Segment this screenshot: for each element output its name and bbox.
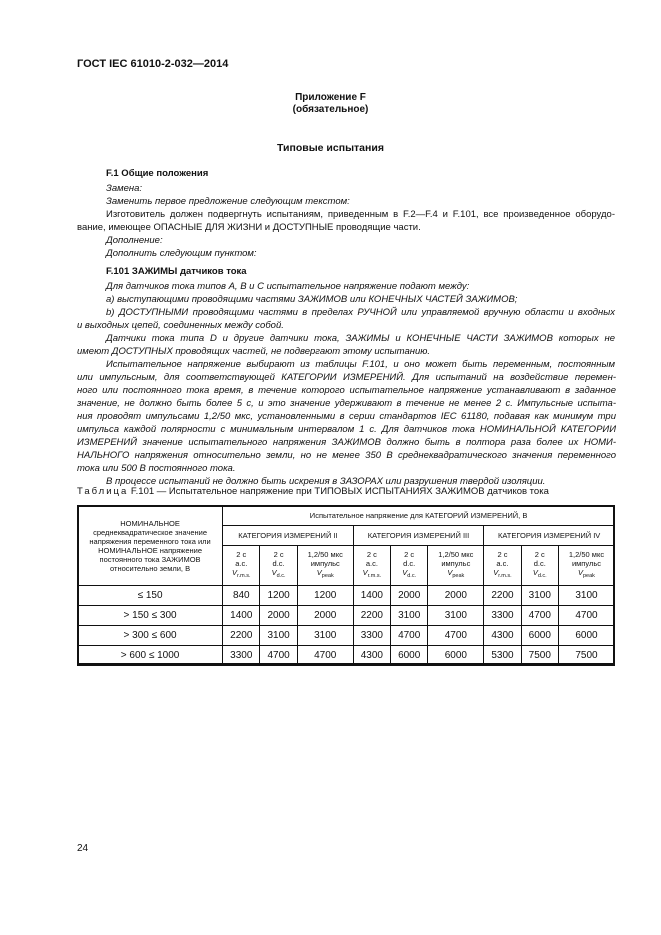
row-label: > 600 ≤ 1000 [78,646,223,666]
table-cell: 4700 [428,626,484,646]
sub-header-dc: 2 с d.c. $V_{d.c.}$ [521,546,558,586]
table-cell: 4700 [297,646,353,666]
table-cell: 3300 [353,626,390,646]
category-iv-header: КАТЕГОРИЯ ИЗМЕРЕНИЙ IV [484,526,615,546]
rated-voltage-header-ac: НОМИНАЛЬНОЕ среднеквадратическое значение напряжения переменного тока или [89,518,211,546]
table-cell: 2000 [428,586,484,606]
section-f101-title: F.101 ЗАЖИМЫ датчиков тока [106,266,247,277]
text-line: ного или постоянного тока время, в течение которого испытательное напряжение устанавливают в заданное [77,385,616,396]
text-line: и выходных цепей, соединенных между собой. [77,320,284,331]
table-row [78,606,615,626]
page-number: 24 [77,843,89,854]
table-cell: 4300 [484,626,521,646]
table-cell: 1400 [223,606,260,626]
text-line: Испытательное напряжение выбирают из таблицы F.101, и оно может быть переменным, постоянным [106,359,615,370]
table-cell: 4700 [391,626,428,646]
text-line: Датчики тока типа D и другие датчики тока, ЗАЖИМЫ и КОНЕЧНЫЕ ЧАСТИ ЗАЖИМОВ которых не [106,333,615,344]
sub-header-impulse: 1,2/50 мкс импульс $V_{peak}$ [558,546,614,586]
table-cell: 3100 [297,626,353,646]
sub-header-impulse: 1,2/50 мкс импульс $V_{peak}$ [428,546,484,586]
table-cell: 840 [223,586,260,606]
table-caption-prefix: Таблица [77,486,129,497]
table-cell: 1200 [297,586,353,606]
text-line: Заменить первое предложение следующим текстом: [106,196,350,207]
sub-header-dc: 2 с d.c. $V_{d.c.}$ [260,546,297,586]
text-line: импульса каждой полярности с минимальным интервалом 1 с. Для датчиков тока НОМИНАЛЬНОЙ КАТЕГОРИИ [77,424,616,435]
table-cell: 3100 [391,606,428,626]
appendix-title: Приложение F [295,92,366,103]
document-header: ГОСТ IEC 61010-2-032—2014 [77,58,229,70]
table-cell: 4700 [260,646,297,666]
table-cell: 2000 [391,586,428,606]
table-cell: 1400 [353,586,390,606]
table-caption [77,486,549,497]
table-cell: 2200 [353,606,390,626]
text-line: В процессе испытаний не должно быть искрения в ЗАЗОРАХ или разрушения твердой изоляции. [106,476,546,487]
rated-voltage-header-dc: НОМИНАЛЬНОЕ напряжение постоянного тока ЗАЖИМОВ относительно земли, В [98,545,202,573]
table-cell: 6000 [521,626,558,646]
table-row [78,646,615,666]
text-line: Изготовитель должен подвергнуть испытаниям, приведенным в F.2—F.4 и F.101, все произведенное оборудо- [106,209,615,220]
table-cell: 2000 [260,606,297,626]
text-line: тока или 500 В постоянного тока. [77,463,236,474]
row-label: > 150 ≤ 300 [78,606,223,626]
text-line: Дополнить следующим пунктом: [106,248,257,259]
text-line: имеют ДОСТУПНЫХ проводящих частей, не подвергают этому испытанию. [77,346,431,357]
table-cell: 3300 [484,606,521,626]
sub-header-ac: 2 с a.c. $V_{r.m.s.}$ [223,546,260,586]
text-line: a) выступающими проводящими частями ЗАЖИМОВ или КОНЕЧНЫХ ЧАСТЕЙ ЗАЖИМОВ; [106,294,518,305]
section-f1-title: F.1 Общие положения [106,168,209,179]
sub-header-ac: 2 с a.c. $V_{r.m.s.}$ [484,546,521,586]
table-cell: 7500 [521,646,558,666]
table-cell: 3100 [260,626,297,646]
sub-header-ac: 2 с a.c. $V_{r.m.s.}$ [353,546,390,586]
table-cell: 5300 [484,646,521,666]
table-cell: 7500 [558,646,614,666]
text-line: ния проводят импульсами 1,2/50 мкс, установленными в серии стандартов IEC 61180, подавая как минимум три [77,411,616,422]
appendix-heading: Типовые испытания [277,142,384,154]
table-cell: 3100 [521,586,558,606]
sub-header-impulse: 1,2/50 мкс импульс $V_{peak}$ [297,546,353,586]
test-voltage-table [77,505,615,666]
table-row [78,586,615,606]
sub-header-dc: 2 с d.c. $V_{d.c.}$ [391,546,428,586]
test-voltage-header: Испытательное напряжение для КАТЕГОРИЙ ИЗМЕРЕНИЙ, В [223,506,615,526]
table-cell: 1200 [260,586,297,606]
table-cell: 3300 [223,646,260,666]
text-line: или импульсным, для соответствующей КАТЕГОРИИ ИЗМЕРЕНИЙ. Для испытаний на воздействие перемен- [77,372,616,383]
table-cell: 4300 [353,646,390,666]
row-label: > 300 ≤ 600 [78,626,223,646]
text-line: Для датчиков тока типов А, В и С испытательное напряжение подают между: [106,281,470,292]
rated-voltage-header [78,506,223,586]
text-line: Замена: [106,183,143,194]
category-iii-header: КАТЕГОРИЯ ИЗМЕРЕНИЙ III [353,526,484,546]
text-line: вание, имеющее ОПАСНЫЕ ДЛЯ ЖИЗНИ и ДОСТУПНЫЕ проводящие части. [77,222,421,233]
table-cell: 2200 [484,586,521,606]
table-cell: 3100 [428,606,484,626]
table-cell: 4700 [521,606,558,626]
table-cell: 6000 [391,646,428,666]
text-line: значение, не должно быть более 5 с, и это значение удерживают в течение не менее 2 с. Импульсные испыта- [77,398,616,409]
table-caption-text: F.101 — Испытательное напряжение при ТИПОВЫХ ИСПЫТАНИЯХ ЗАЖИМОВ датчиков тока [130,486,549,497]
table-row [78,626,615,646]
table-cell: 2000 [297,606,353,626]
text-line: ИЗМЕРЕНИЙ значение испытательного напряжения ЗАЖИМОВ должно быть в полтора раза более их НОМИ- [77,437,616,448]
table-cell: 4700 [558,606,614,626]
text-line: Дополнение: [106,235,163,246]
table-cell: 2200 [223,626,260,646]
text-line: НАЛЬНОГО напряжения относительно земли, но не менее 350 В среднеквадратического значения переменного [77,450,616,461]
category-ii-header: КАТЕГОРИЯ ИЗМЕРЕНИЙ II [223,526,354,546]
table-cell: 6000 [428,646,484,666]
table-cell: 6000 [558,626,614,646]
appendix-status: (обязательное) [292,104,369,115]
row-label: ≤ 150 [78,586,223,606]
text-line: b) ДОСТУПНЫМИ проводящими частями в пределах РУЧНОЙ или управляемой вручную области и входных [106,307,615,318]
table-cell: 3100 [558,586,614,606]
